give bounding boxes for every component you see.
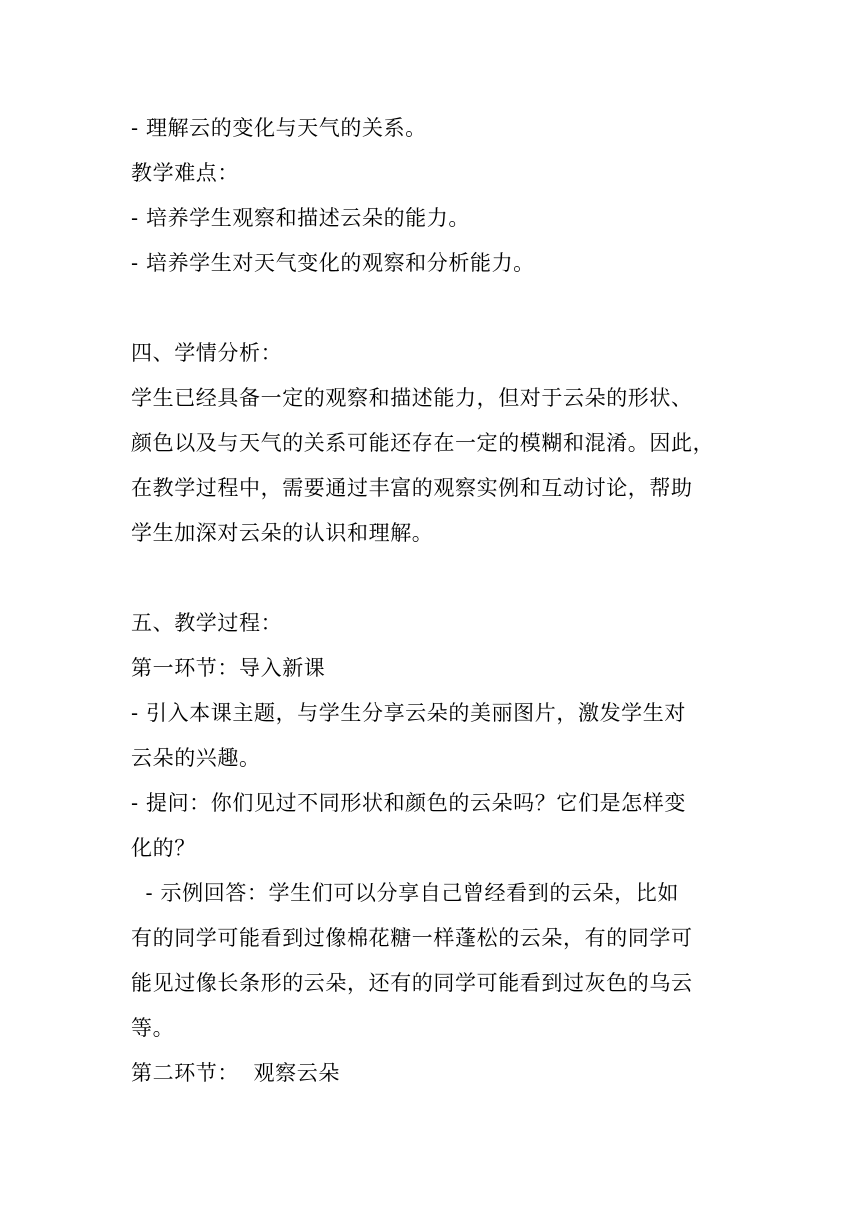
- text-line: 学生加深对云朵的认识和理解。: [131, 521, 434, 545]
- text-line: 等。: [131, 1016, 175, 1040]
- text-line: 能见过像长条形的云朵，还有的同学可能看到过灰色的乌云: [131, 971, 693, 995]
- text-line: - 理解云的变化与天气的关系。: [131, 116, 427, 140]
- text-line: - 示例回答：学生们可以分享自己曾经看到的云朵，比如: [131, 881, 679, 905]
- section-heading: 五、教学过程：: [131, 611, 283, 635]
- text-line: 有的同学可能看到过像棉花糖一样蓬松的云朵，有的同学可: [131, 926, 693, 950]
- text-line: 化的？: [131, 836, 196, 860]
- text-line: - 提问：你们见过不同形状和颜色的云朵吗？它们是怎样变: [131, 791, 686, 815]
- text-line: - 培养学生对天气变化的观察和分析能力。: [131, 251, 535, 275]
- text-line: - 培养学生观察和描述云朵的能力。: [131, 206, 470, 230]
- text-line: 学生已经具备一定的观察和描述能力，但对于云朵的形状、: [131, 386, 693, 410]
- text-line: 云朵的兴趣。: [131, 746, 261, 770]
- section-heading: 四、学情分析：: [131, 341, 283, 365]
- text-line: 教学难点：: [131, 161, 239, 185]
- subsection-heading: 第二环节： 观察云朵: [131, 1061, 340, 1085]
- text-line: 颜色以及与天气的关系可能还存在一定的模糊和混淆。因此，: [131, 431, 715, 455]
- text-line: 在教学过程中，需要通过丰富的观察实例和互动讨论，帮助: [131, 476, 693, 500]
- text-line: - 引入本课主题，与学生分享云朵的美丽图片，激发学生对: [131, 701, 686, 725]
- subsection-heading: 第一环节：导入新课: [131, 656, 326, 680]
